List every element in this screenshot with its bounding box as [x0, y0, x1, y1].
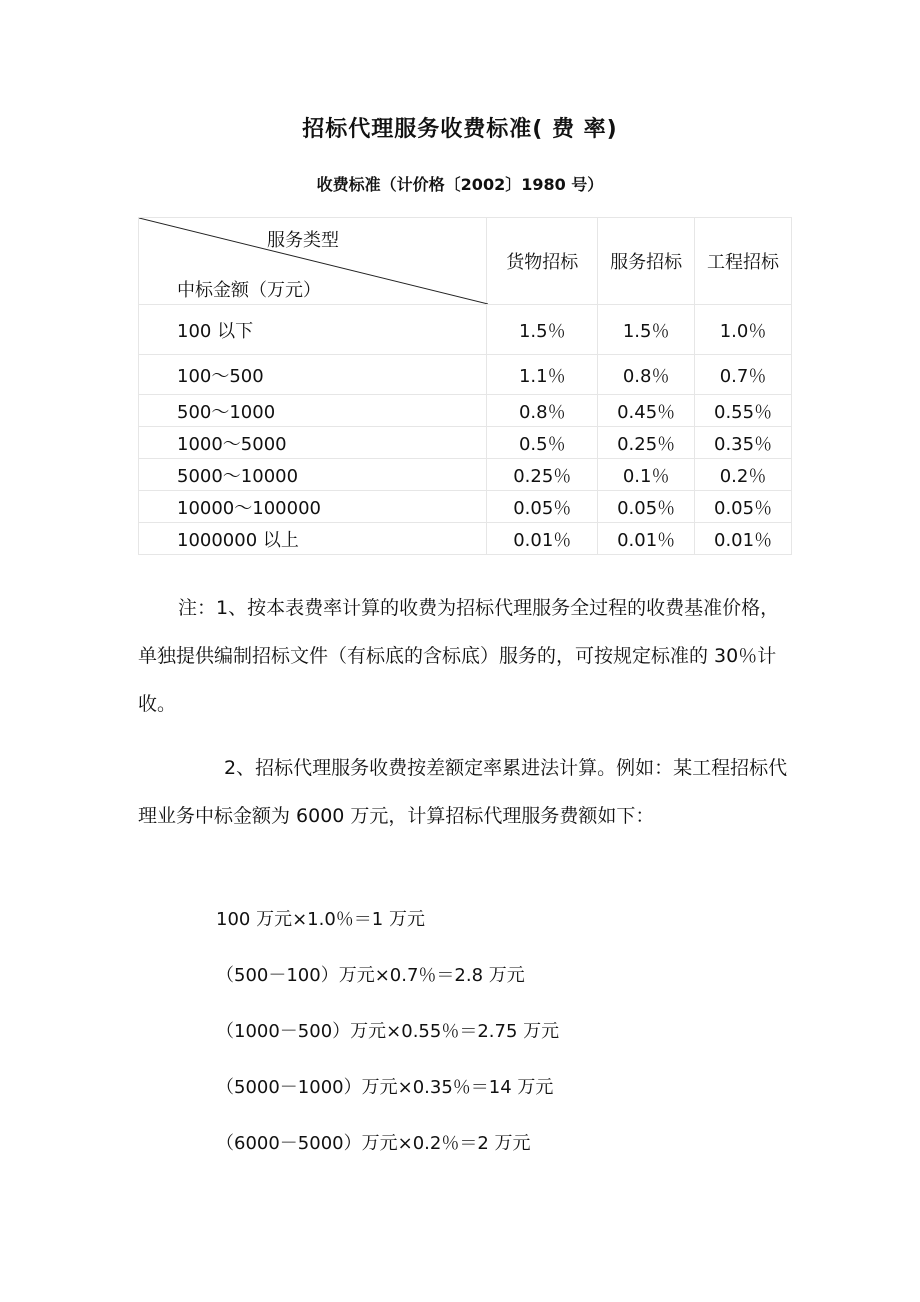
table-row: [139, 305, 792, 355]
amount-cell: 500～1000: [139, 395, 487, 427]
rate-cell-service: 0.45％: [598, 395, 695, 427]
rate-cell-engineering: 0.7％: [695, 355, 792, 395]
table-row: [139, 355, 792, 395]
table-row: [139, 459, 792, 491]
calculation-line: （5000－1000）万元×0.35％＝14 万元: [216, 1077, 554, 1098]
amount-cell: 10000～100000: [139, 491, 487, 523]
note-paragraph-1: 注：1、按本表费率计算的收费为招标代理服务全过程的收费基准价格，单独提供编制招标文件（有标底的含标底）服务的，可按规定标准的 30％计收。: [138, 597, 780, 715]
table-row: [139, 523, 792, 555]
rate-cell-engineering: 0.35％: [695, 427, 792, 459]
note-paragraph-2: 2、招标代理服务收费按差额定率累进法计算。例如：某工程招标代理业务中标金额为 6000 万元，计算招标代理服务费额如下：: [138, 757, 788, 827]
table-row: [139, 395, 792, 427]
document-subtitle: 收费标准（计价格〔2002〕1980 号）: [316, 175, 604, 194]
calculation-line: （6000－5000）万元×0.2％＝2 万元: [216, 1133, 531, 1154]
corner-label-service-type: 服务类型: [267, 230, 339, 251]
rate-cell-engineering: 0.05％: [695, 491, 792, 523]
amount-cell: 5000～10000: [139, 459, 487, 491]
table-corner-cell: [139, 218, 487, 305]
rate-cell-service: 0.25％: [598, 427, 695, 459]
rate-cell-goods: 0.5％: [487, 427, 598, 459]
rate-cell-service: 0.01％: [598, 523, 695, 555]
amount-cell: 1000000 以上: [139, 523, 487, 555]
rate-cell-engineering: 1.0％: [695, 305, 792, 355]
rate-cell-service: 0.8％: [598, 355, 695, 395]
rate-cell-goods: 0.25％: [487, 459, 598, 491]
calculation-line: （500－100）万元×0.7％＝2.8 万元: [216, 965, 525, 986]
rate-cell-engineering: 0.55％: [695, 395, 792, 427]
document-title: 招标代理服务收费标准( 费 率): [302, 117, 618, 142]
amount-cell: 1000～5000: [139, 427, 487, 459]
column-header-service: 服务招标: [598, 218, 695, 305]
table-row: [139, 491, 792, 523]
rate-cell-service: 0.05％: [598, 491, 695, 523]
table-row: [139, 427, 792, 459]
rate-cell-service: 0.1％: [598, 459, 695, 491]
column-header-goods: 货物招标: [487, 218, 598, 305]
amount-cell: 100 以下: [139, 305, 487, 355]
column-header-engineering: 工程招标: [695, 218, 792, 305]
fee-rate-table: [138, 217, 792, 555]
rate-cell-goods: 1.1％: [487, 355, 598, 395]
rate-cell-goods: 1.5％: [487, 305, 598, 355]
rate-cell-engineering: 0.2％: [695, 459, 792, 491]
corner-label-bid-amount: 中标金额（万元）: [177, 280, 321, 301]
amount-cell: 100～500: [139, 355, 487, 395]
table-header-row: [139, 218, 792, 305]
rate-cell-goods: 0.05％: [487, 491, 598, 523]
calculation-line: （1000－500）万元×0.55％＝2.75 万元: [216, 1021, 560, 1042]
calculation-line: 100 万元×1.0％＝1 万元: [216, 909, 425, 930]
rate-cell-engineering: 0.01％: [695, 523, 792, 555]
rate-cell-service: 1.5％: [598, 305, 695, 355]
rate-cell-goods: 0.01％: [487, 523, 598, 555]
rate-cell-goods: 0.8％: [487, 395, 598, 427]
